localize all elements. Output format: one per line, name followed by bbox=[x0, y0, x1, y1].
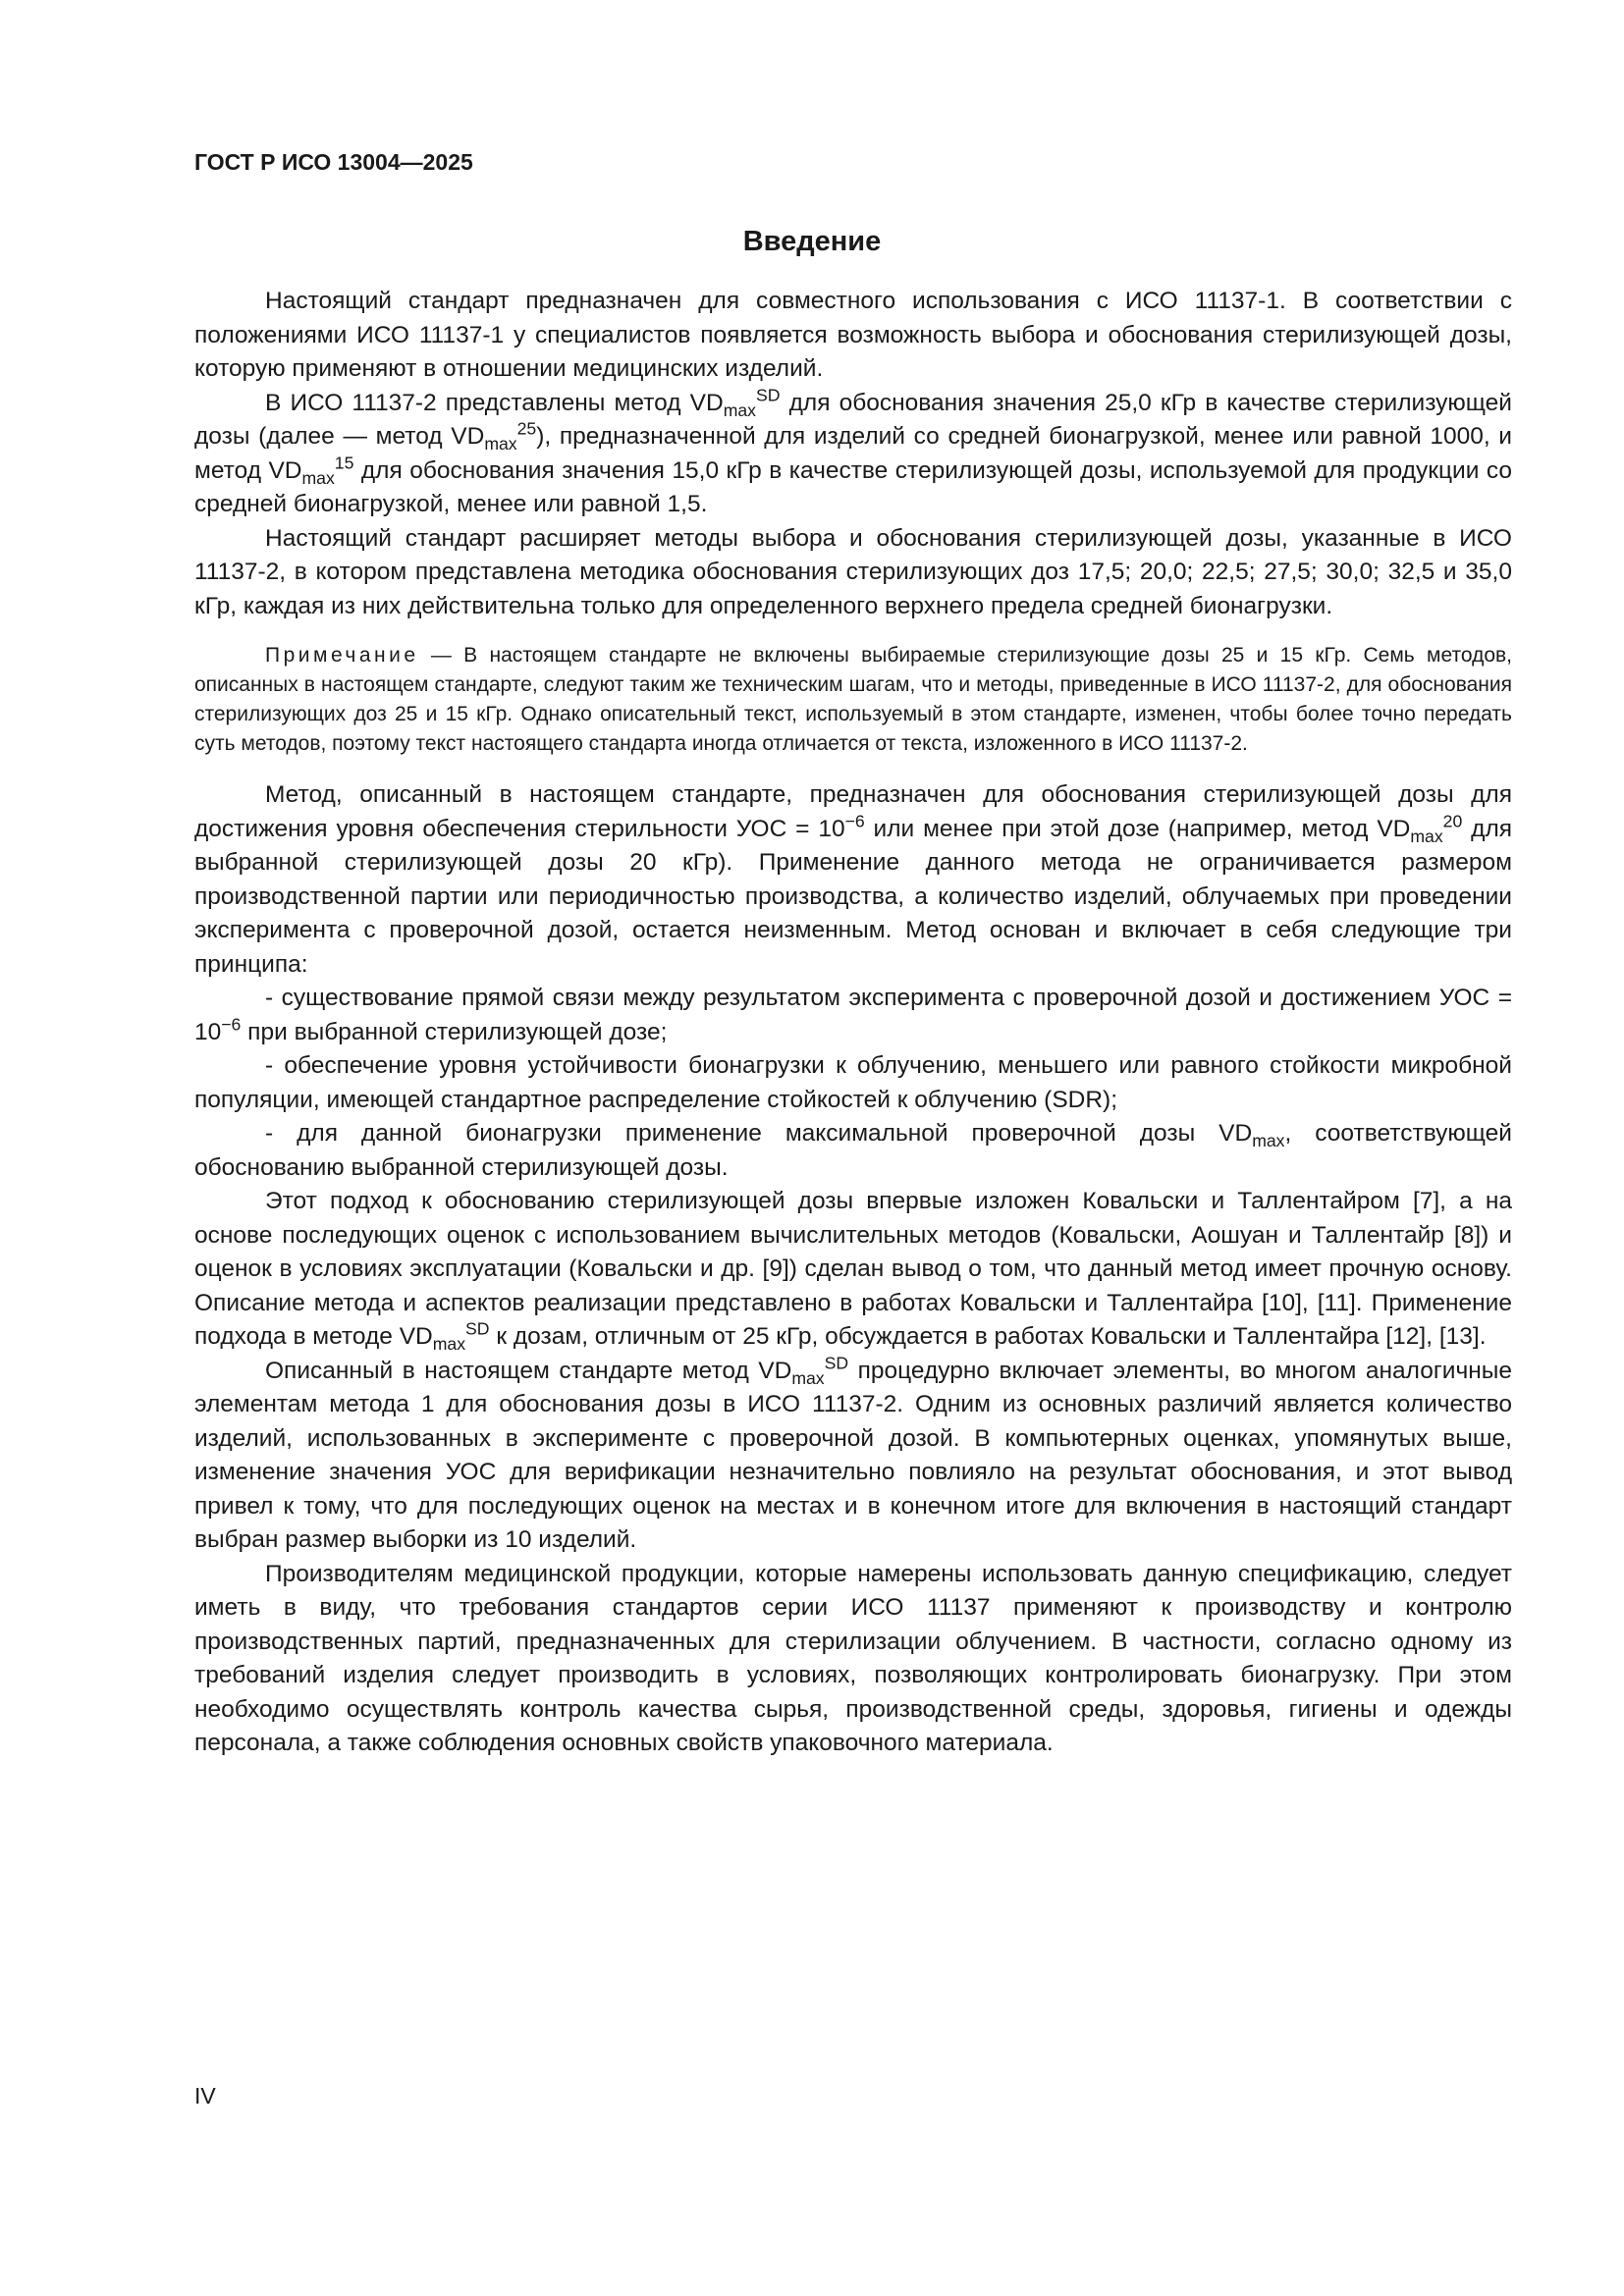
document-body bbox=[194, 285, 1512, 1761]
paragraph-2 bbox=[194, 384, 1512, 522]
text: для обоснования значения 15,0 кГр в качестве стерилизующей дозы, используемой для продукции со средней бионагрузкой, менее или равной 1,5. bbox=[194, 456, 1512, 517]
paragraph-6 bbox=[194, 1352, 1512, 1558]
text: - существование прямой связи между результатом эксперимента с проверочной дозой и достижением УОС = 10 bbox=[194, 985, 1512, 1045]
exponent: −6 bbox=[844, 810, 865, 830]
vd-symbol: $VD_{max}^{SD}$ bbox=[399, 1318, 490, 1355]
paragraph-5 bbox=[194, 1185, 1512, 1355]
text: Описанный в настоящем стандарте метод bbox=[265, 1357, 759, 1384]
text: Этот подход к обоснованию стерилизующей дозы впервые изложен Ковальски и Таллентайром [7], а на основе последующих оценок с использованием вычислительных методов (Ковальски, Аошуан и Таллентайр [8]) и оценок в условиях эксплуатации (Ковальски и др. [9]) сделан вывод о том, что данный метод имеет прочную основу. Описание метода и аспектов реализации представлено в работах Ковальски и Таллентайра [10], [11]. Применение подхода в методе bbox=[194, 1188, 1512, 1350]
list-item-3 bbox=[194, 1117, 1512, 1185]
note-label: Примечание bbox=[265, 644, 419, 667]
vd-symbol: $VD_{max}^{SD}$ bbox=[758, 1352, 849, 1388]
text: к дозам, отличным от 25 кГр, обсуждается в работах Ковальски и Таллентайра [12], [13]. bbox=[489, 1323, 1487, 1350]
vd-symbol: $VD_{max}$ bbox=[1218, 1120, 1285, 1151]
text: , соответствующей обоснованию выбранной стерилизующей дозы. bbox=[194, 1120, 1512, 1181]
text: ), предназначенной для изделий со средней бионагрузкой, менее или равной 1000, и метод bbox=[194, 423, 1512, 484]
text: - для данной бионагрузки применение максимальной проверочной дозы bbox=[265, 1120, 1219, 1147]
section-title: Введение bbox=[742, 226, 882, 257]
text: или менее при этой дозе (например, метод bbox=[864, 815, 1378, 842]
vd-symbol: $VD_{max}^{20}$ bbox=[1377, 810, 1463, 846]
note bbox=[194, 641, 1512, 759]
note-text: — В настоящем стандарте не включены выбираемые стерилизующие дозы 25 и 15 кГр. Семь методов, описанных в настоящем стандарте, следуют таким же техническим шагам, что и методы, приведенные в ИСО 11137-2, для обоснования стерилизующих доз 25 и 15 кГр. Однако описательный текст, используемый в этом стандарте, изменен, чтобы более точно передать суть методов, поэтому текст настоящего стандарта иногда отличается от текста, изложенного в ИСО 11137-2. bbox=[194, 644, 1512, 755]
page-number: IV bbox=[194, 2083, 216, 2109]
document-header: ГОСТ Р ИСО 13004—2025 bbox=[194, 149, 473, 175]
text: Метод, описанный в настоящем стандарте, предназначен для обоснования стерилизующей дозы для достижения уровня обеспечения стерильности УОС = 10 bbox=[194, 781, 1512, 842]
paragraph-7: Производителям медицинской продукции, которые намерены использовать данную спецификацию, следует иметь в виду, что требования стандартов серии ИСО 11137 применяют к производству и контролю производственных партий, предназначенных для стерилизации облучением. В частности, согласно одному из требований изделия следует производить в условиях, позволяющих контролировать бионагрузку. При этом необходимо осуществлять контроль качества сырья, производственной среды, здоровья, гигиены и одежды персонала, а также соблюдения основных свойств упаковочного материала. bbox=[194, 1560, 1512, 1756]
paragraph-3: Настоящий стандарт расширяет методы выбора и обоснования стерилизующей дозы, указанные в ИСО 11137-2, в котором представлена методика обоснования стерилизующих доз 17,5; 20,0; 22,5; 27,5; 30,0; 32,5 и 35,0 кГр, каждая из них действительна только для определенного верхнего предела средней бионагрузки. bbox=[194, 524, 1512, 619]
text: при выбранной стерилизующей дозе; bbox=[241, 1018, 668, 1045]
text: для выбранной стерилизующей дозы 20 кГр). Применение данного метода не ограничивается размером производственной партии или периодичностью производства, а количество изделий, облучаемых при проведении эксперимента с проверочной дозой, остается неизменным. Метод основан и включает в себя следующие три принципа: bbox=[194, 815, 1513, 978]
list-item-1 bbox=[194, 982, 1512, 1049]
text: процедурно включает элементы, во многом аналогичные элементам метода 1 для обоснования дозы в ИСО 11137-2. Одним из основных различий является количество изделий, использованных в эксперименте с проверочной дозой. В компьютерных оценках, упомянутых выше, изменение значения УОС для верификации незначительно повлияло на результат обоснования, и этот вывод привел к тому, что для последующих оценок на местах и в конечном итоге для включения в настоящий стандарт выбран размер выборки из 10 изделий. bbox=[194, 1357, 1512, 1553]
paragraph-1: Настоящий стандарт предназначен для совместного использования с ИСО 11137-1. В соответствии с положениями ИСО 11137-1 у специалистов появляется возможность выбора и обоснования стерилизующей дозы, которую применяют в отношении медицинских изделий. bbox=[194, 288, 1512, 382]
paragraph-4 bbox=[194, 778, 1512, 982]
text: В ИСО 11137-2 представлены метод bbox=[265, 389, 690, 416]
vd-symbol: $VD_{max}^{SD}$ bbox=[689, 384, 781, 420]
vd-symbol: $VD_{max}^{25}$ bbox=[451, 418, 537, 454]
vd-symbol: $VD_{max}^{15}$ bbox=[268, 452, 354, 488]
text: для обоснования значения 25,0 кГр в качестве стерилизующей дозы (далее — метод bbox=[194, 389, 1512, 450]
list-item-2: - обеспечение уровня устойчивости бионагрузки к облучению, меньшего или равного стойкости микробной популяции, имеющей стандартное распределение стойкостей к облучению (SDR); bbox=[194, 1052, 1512, 1113]
exponent: −6 bbox=[221, 1013, 242, 1034]
